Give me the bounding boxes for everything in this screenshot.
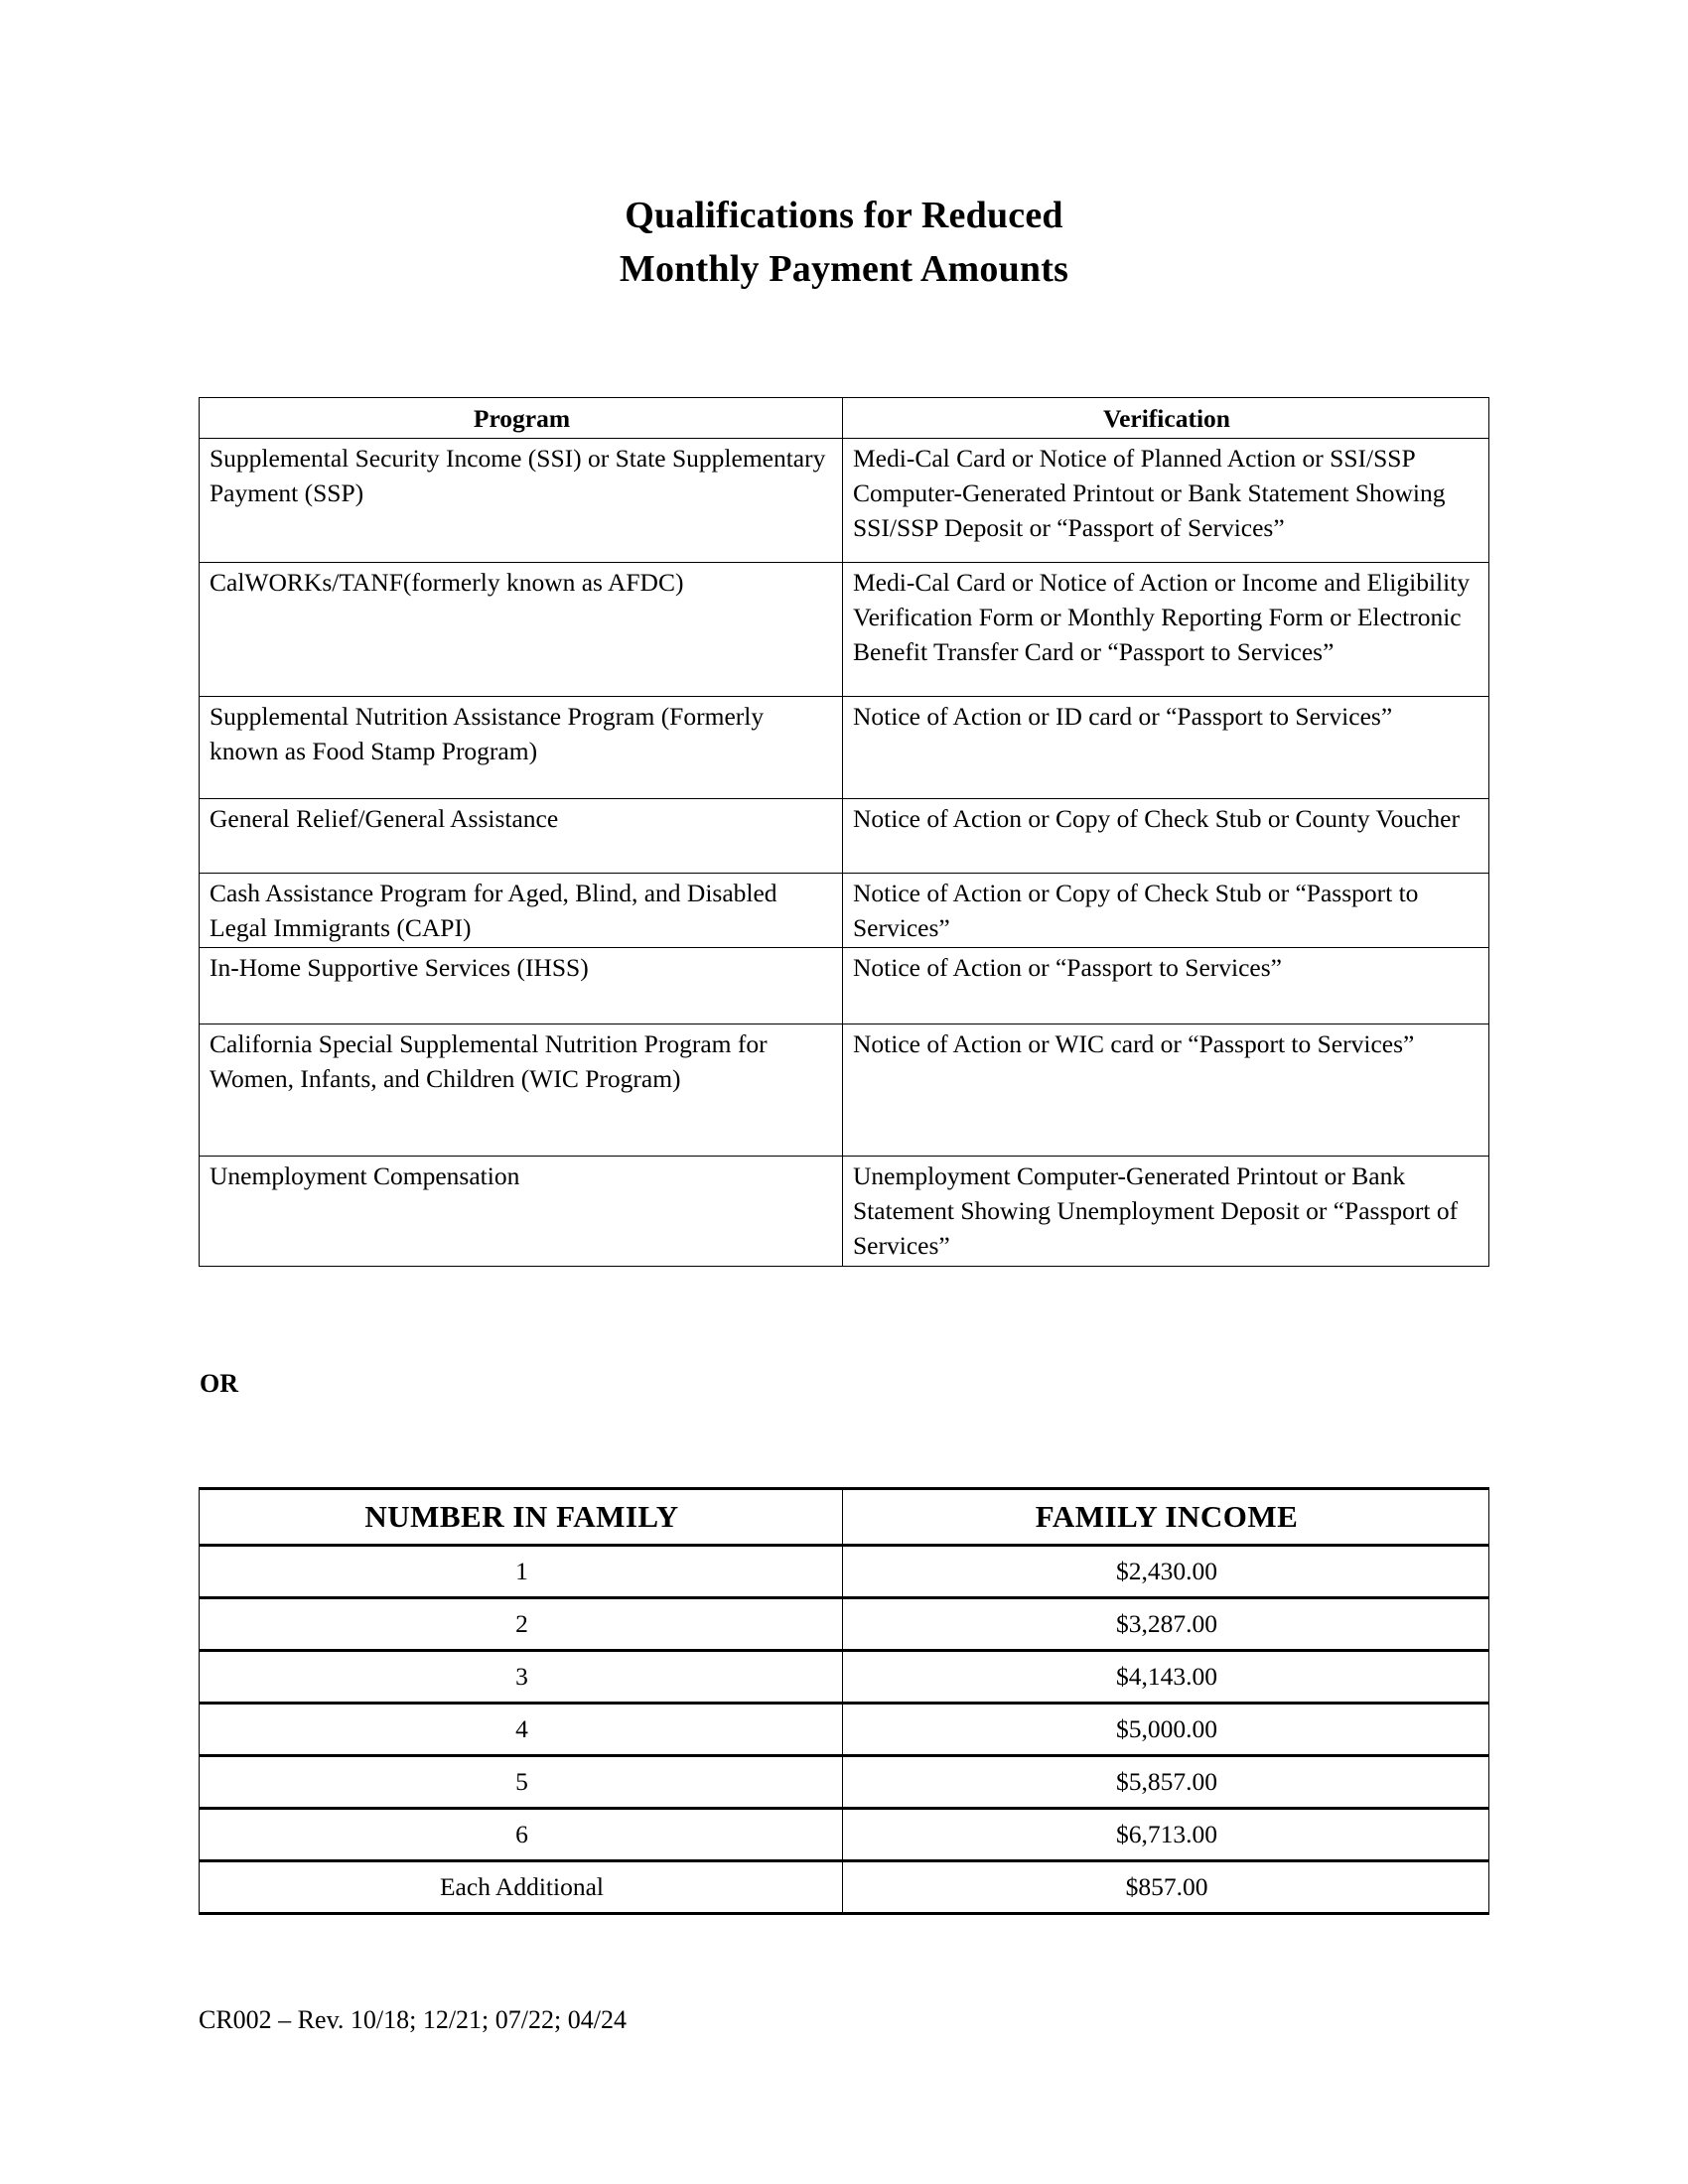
cell-program: General Relief/General Assistance	[200, 799, 843, 874]
cell-family-size: 1	[200, 1546, 843, 1598]
cell-verification: Notice of Action or “Passport to Services”	[843, 948, 1489, 1024]
cell-program: CalWORKs/TANF(formerly known as AFDC)	[200, 563, 843, 697]
or-label: OR	[200, 1369, 238, 1398]
cell-verification: Notice of Action or WIC card or “Passport to Services”	[843, 1024, 1489, 1157]
cell-program: Cash Assistance Program for Aged, Blind, and Disabled Legal Immigrants (CAPI)	[200, 874, 843, 948]
table-row	[200, 1024, 1489, 1157]
table-row	[200, 563, 1489, 697]
cell-program: Unemployment Compensation	[200, 1157, 843, 1267]
column-header-family-income: FAMILY INCOME	[843, 1489, 1489, 1546]
cell-verification: Medi-Cal Card or Notice of Action or Income and Eligibility Verification Form or Monthly Reporting Form or Electronic Benefit Transfer Card or “Passport to Services”	[843, 563, 1489, 697]
column-header-number-in-family: NUMBER IN FAMILY	[200, 1489, 843, 1546]
cell-family-income: $2,430.00	[843, 1546, 1489, 1598]
column-header-program: Program	[200, 398, 843, 439]
cell-family-size: 4	[200, 1704, 843, 1756]
table-header-row	[200, 1489, 1489, 1546]
page-title-line-1: Qualifications for Reduced	[625, 195, 1063, 236]
cell-family-size: 6	[200, 1809, 843, 1861]
cell-family-income: $5,857.00	[843, 1756, 1489, 1809]
family-income-table	[199, 1487, 1489, 1915]
table-row	[200, 799, 1489, 874]
cell-program: Supplemental Nutrition Assistance Program (Formerly known as Food Stamp Program)	[200, 697, 843, 799]
program-verification-table	[199, 397, 1489, 1267]
table-row	[200, 1546, 1489, 1598]
cell-family-size: 2	[200, 1598, 843, 1651]
table-row	[200, 1651, 1489, 1704]
page-title	[0, 189, 1688, 296]
table-row	[200, 697, 1489, 799]
cell-program: California Special Supplemental Nutrition Program for Women, Infants, and Children (WIC Program)	[200, 1024, 843, 1157]
table-row	[200, 1157, 1489, 1267]
table-row	[200, 1861, 1489, 1914]
table-header-row	[200, 398, 1489, 439]
cell-verification: Unemployment Computer-Generated Printout or Bank Statement Showing Unemployment Deposit or “Passport of Services”	[843, 1157, 1489, 1267]
cell-family-size: 5	[200, 1756, 843, 1809]
cell-verification: Notice of Action or Copy of Check Stub or County Voucher	[843, 799, 1489, 874]
table-row	[200, 874, 1489, 948]
cell-verification: Notice of Action or Copy of Check Stub or “Passport to Services”	[843, 874, 1489, 948]
cell-family-income: $5,000.00	[843, 1704, 1489, 1756]
table-row	[200, 1809, 1489, 1861]
table-row	[200, 1756, 1489, 1809]
table-row	[200, 1598, 1489, 1651]
table-row	[200, 1704, 1489, 1756]
cell-program: Supplemental Security Income (SSI) or State Supplementary Payment (SSP)	[200, 439, 843, 563]
form-revision-footer: CR002 – Rev. 10/18; 12/21; 07/22; 04/24	[199, 2005, 627, 2034]
cell-family-income: $4,143.00	[843, 1651, 1489, 1704]
cell-family-size: 3	[200, 1651, 843, 1704]
cell-family-size: Each Additional	[200, 1861, 843, 1914]
table-row	[200, 948, 1489, 1024]
cell-family-income: $6,713.00	[843, 1809, 1489, 1861]
cell-verification: Medi-Cal Card or Notice of Planned Action or SSI/SSP Computer-Generated Printout or Bank Statement Showing SSI/SSP Deposit or “Passport of Services”	[843, 439, 1489, 563]
table-row	[200, 439, 1489, 563]
cell-verification: Notice of Action or ID card or “Passport to Services”	[843, 697, 1489, 799]
cell-program: In-Home Supportive Services (IHSS)	[200, 948, 843, 1024]
cell-family-income: $3,287.00	[843, 1598, 1489, 1651]
column-header-verification: Verification	[843, 398, 1489, 439]
cell-family-income: $857.00	[843, 1861, 1489, 1914]
page-title-line-2: Monthly Payment Amounts	[619, 248, 1069, 290]
